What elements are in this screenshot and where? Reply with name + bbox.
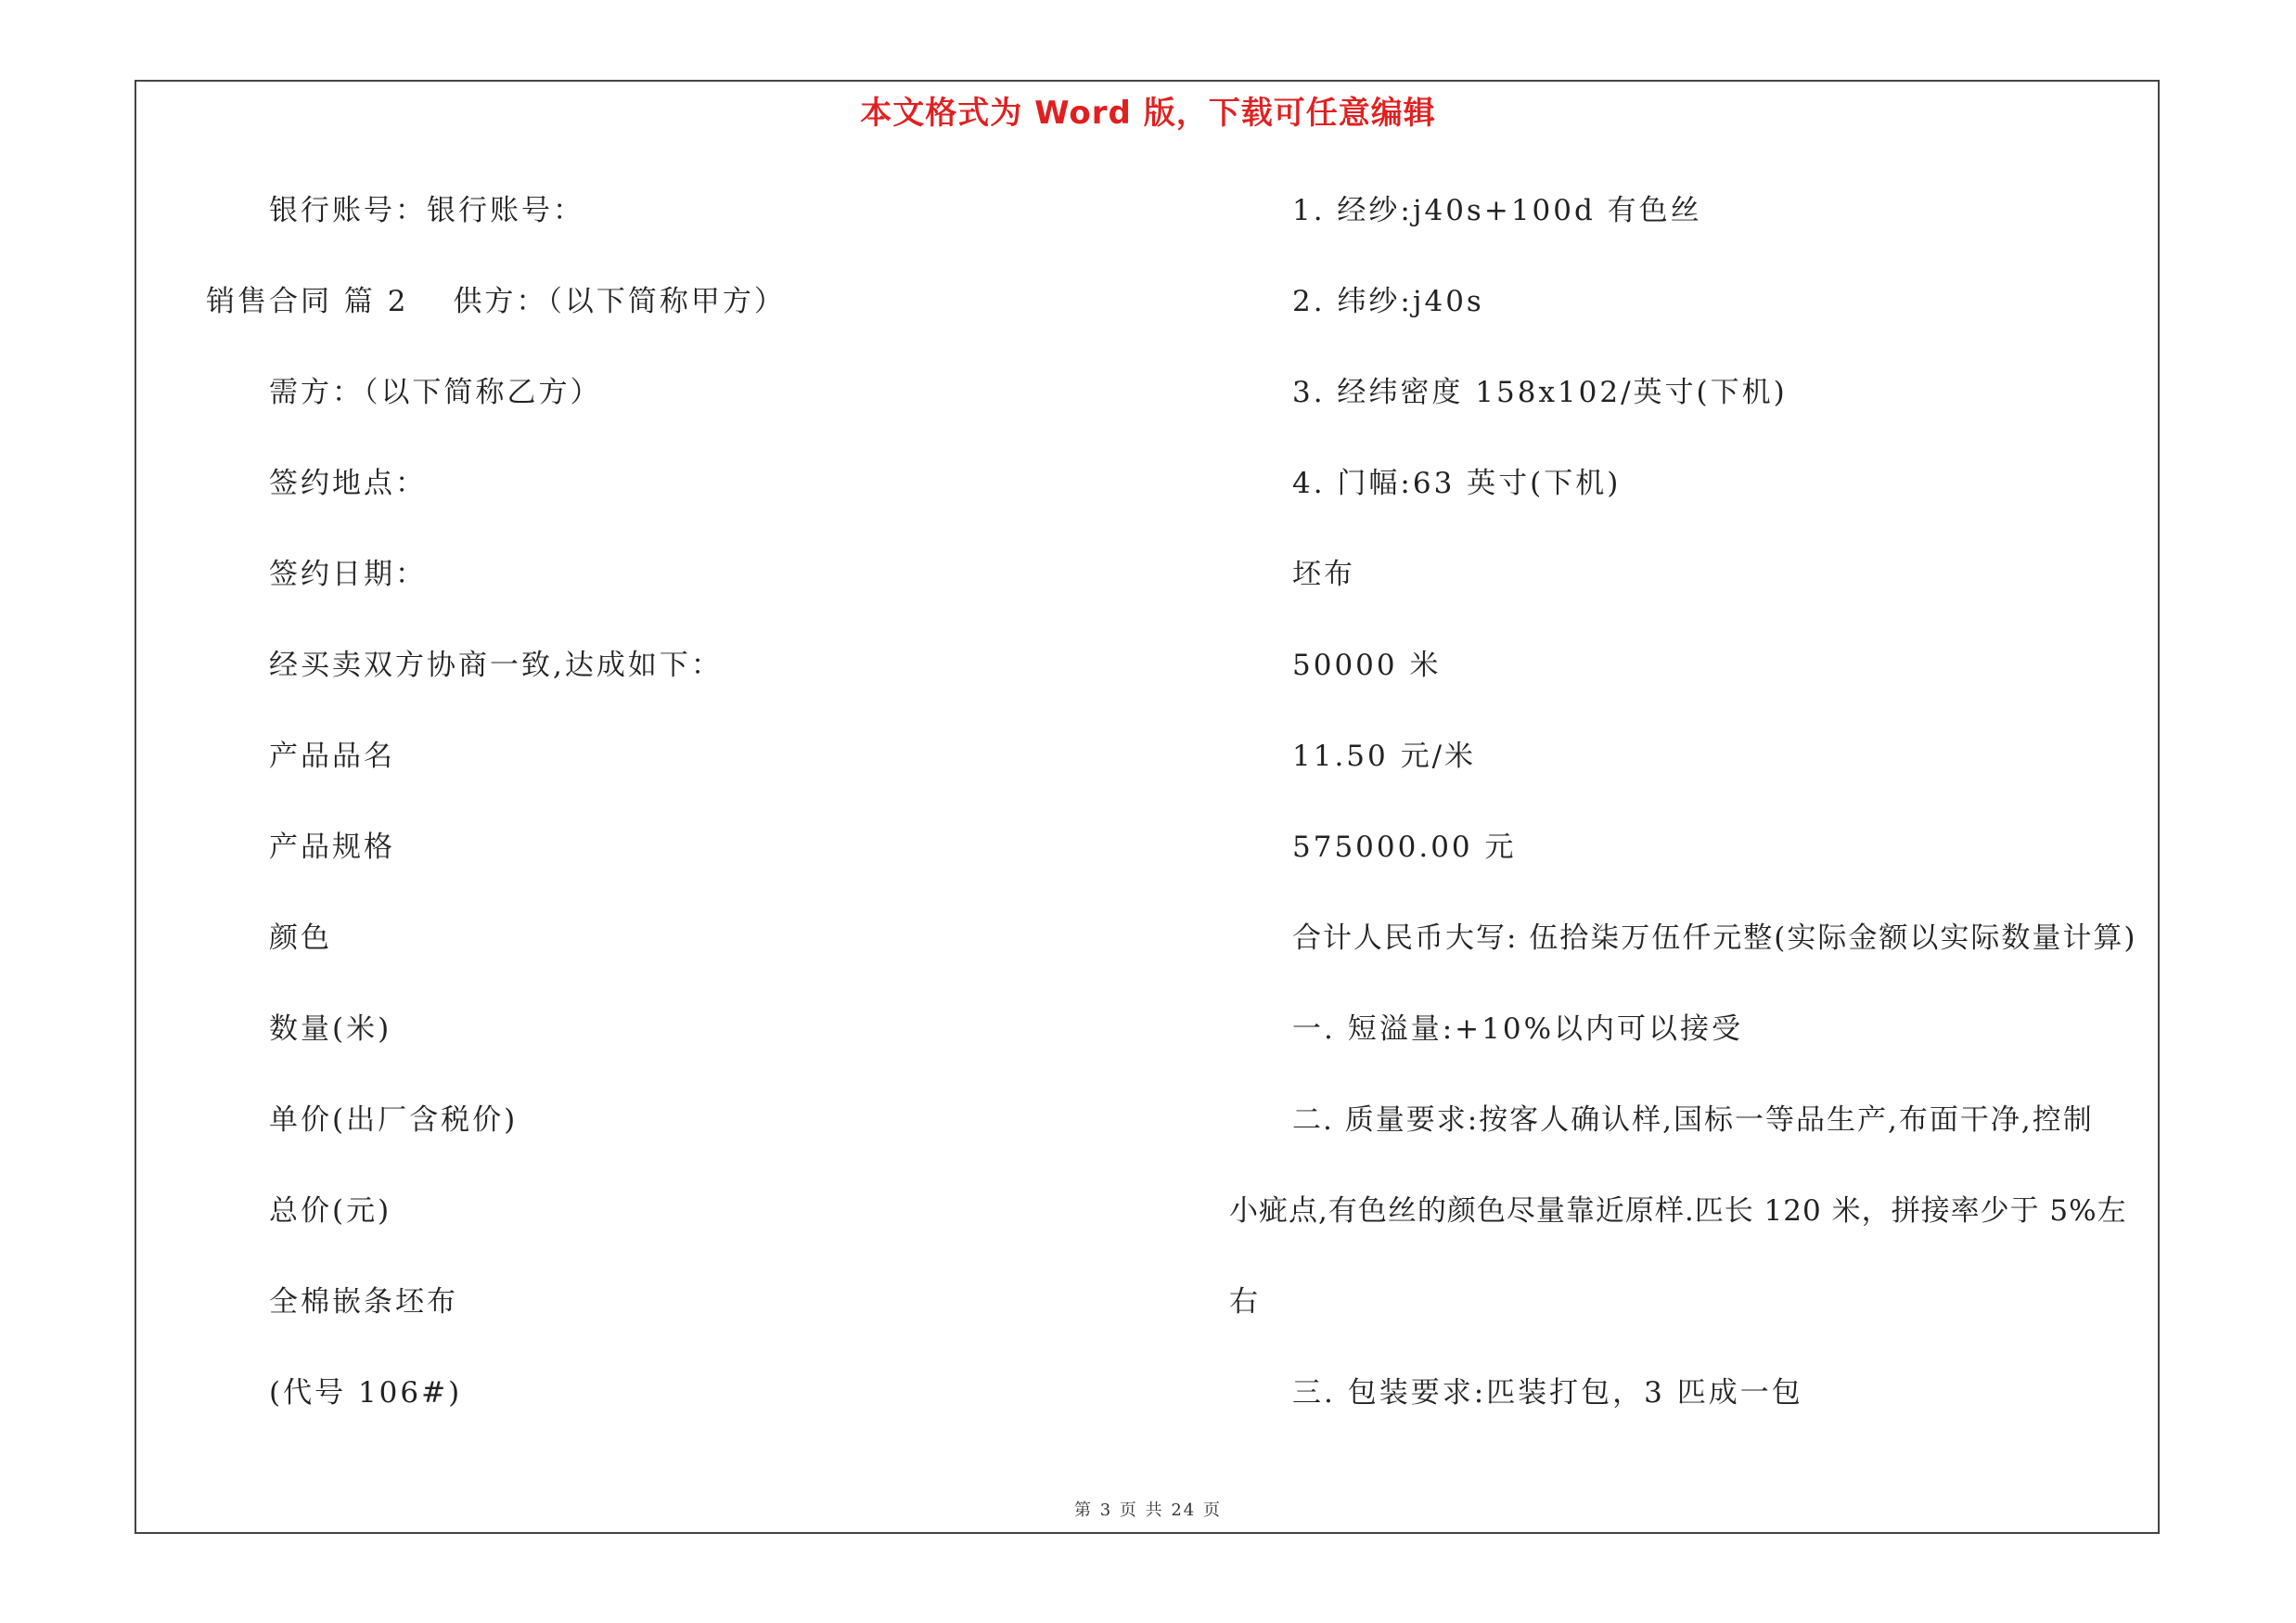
sign-date-label: 签约日期：	[269, 558, 427, 591]
item-code: (代号 106#)	[269, 1376, 463, 1410]
clause-quality-line3: 右	[1229, 1285, 1261, 1319]
clause-overflow: 一. 短溢量:+10%以内可以接受	[1292, 1012, 1744, 1046]
sign-place-label: 签约地点：	[269, 467, 427, 500]
agreement-text: 经买卖双方协商一致,达成如下：	[269, 649, 723, 682]
bank-account-label: 银行账号：银行账号：	[269, 194, 584, 227]
page-indicator: 第 3 页 共 24 页	[1074, 1501, 1222, 1520]
total-in-words: 合计人民币大写: 伍拾柒万伍仟元整(实际金额以实际数量计算)	[1292, 921, 2137, 955]
color-header: 颜色	[269, 921, 332, 955]
quantity-header: 数量(米)	[269, 1012, 392, 1046]
editable-banner: 本文格式为 Word 版，下载可任意编辑	[860, 95, 1436, 132]
product-spec-header: 产品规格	[269, 831, 395, 864]
contract-title: 销售合同 篇 2	[206, 285, 409, 318]
spec-density: 3. 经纬密度 158x102/英寸(下机)	[1292, 376, 1788, 409]
item-name: 全棉嵌条坯布	[269, 1285, 458, 1319]
spec-weft: 2. 纬纱:j40s	[1292, 285, 1484, 318]
buyer-label: 需方：（以下简称乙方）	[269, 376, 602, 409]
total-price-header: 总价(元)	[269, 1194, 392, 1228]
item-color: 坯布	[1292, 558, 1355, 591]
clause-packaging: 三. 包装要求:匹装打包，3 匹成一包	[1292, 1376, 1803, 1410]
clause-quality-line2: 小疵点,有色丝的颜色尽量靠近原样.匹长 120 米，拼接率少于 5%左	[1229, 1194, 2127, 1228]
spec-width: 4. 门幅:63 英寸(下机)	[1292, 467, 1622, 500]
clause-quality-line1: 二. 质量要求:按客人确认样,国标一等品生产,布面干净,控制	[1292, 1103, 2094, 1137]
item-quantity: 50000 米	[1292, 649, 1442, 682]
item-total: 575000.00 元	[1292, 831, 1517, 864]
spec-warp: 1. 经纱:j40s+100d 有色丝	[1292, 194, 1702, 227]
product-name-header: 产品品名	[269, 740, 395, 773]
item-unit-price: 11.50 元/米	[1292, 740, 1477, 773]
contract-title-row	[206, 283, 786, 320]
supplier-label: 供方：（以下简称甲方）	[453, 285, 786, 318]
unit-price-header: 单价(出厂含税价)	[269, 1103, 519, 1137]
